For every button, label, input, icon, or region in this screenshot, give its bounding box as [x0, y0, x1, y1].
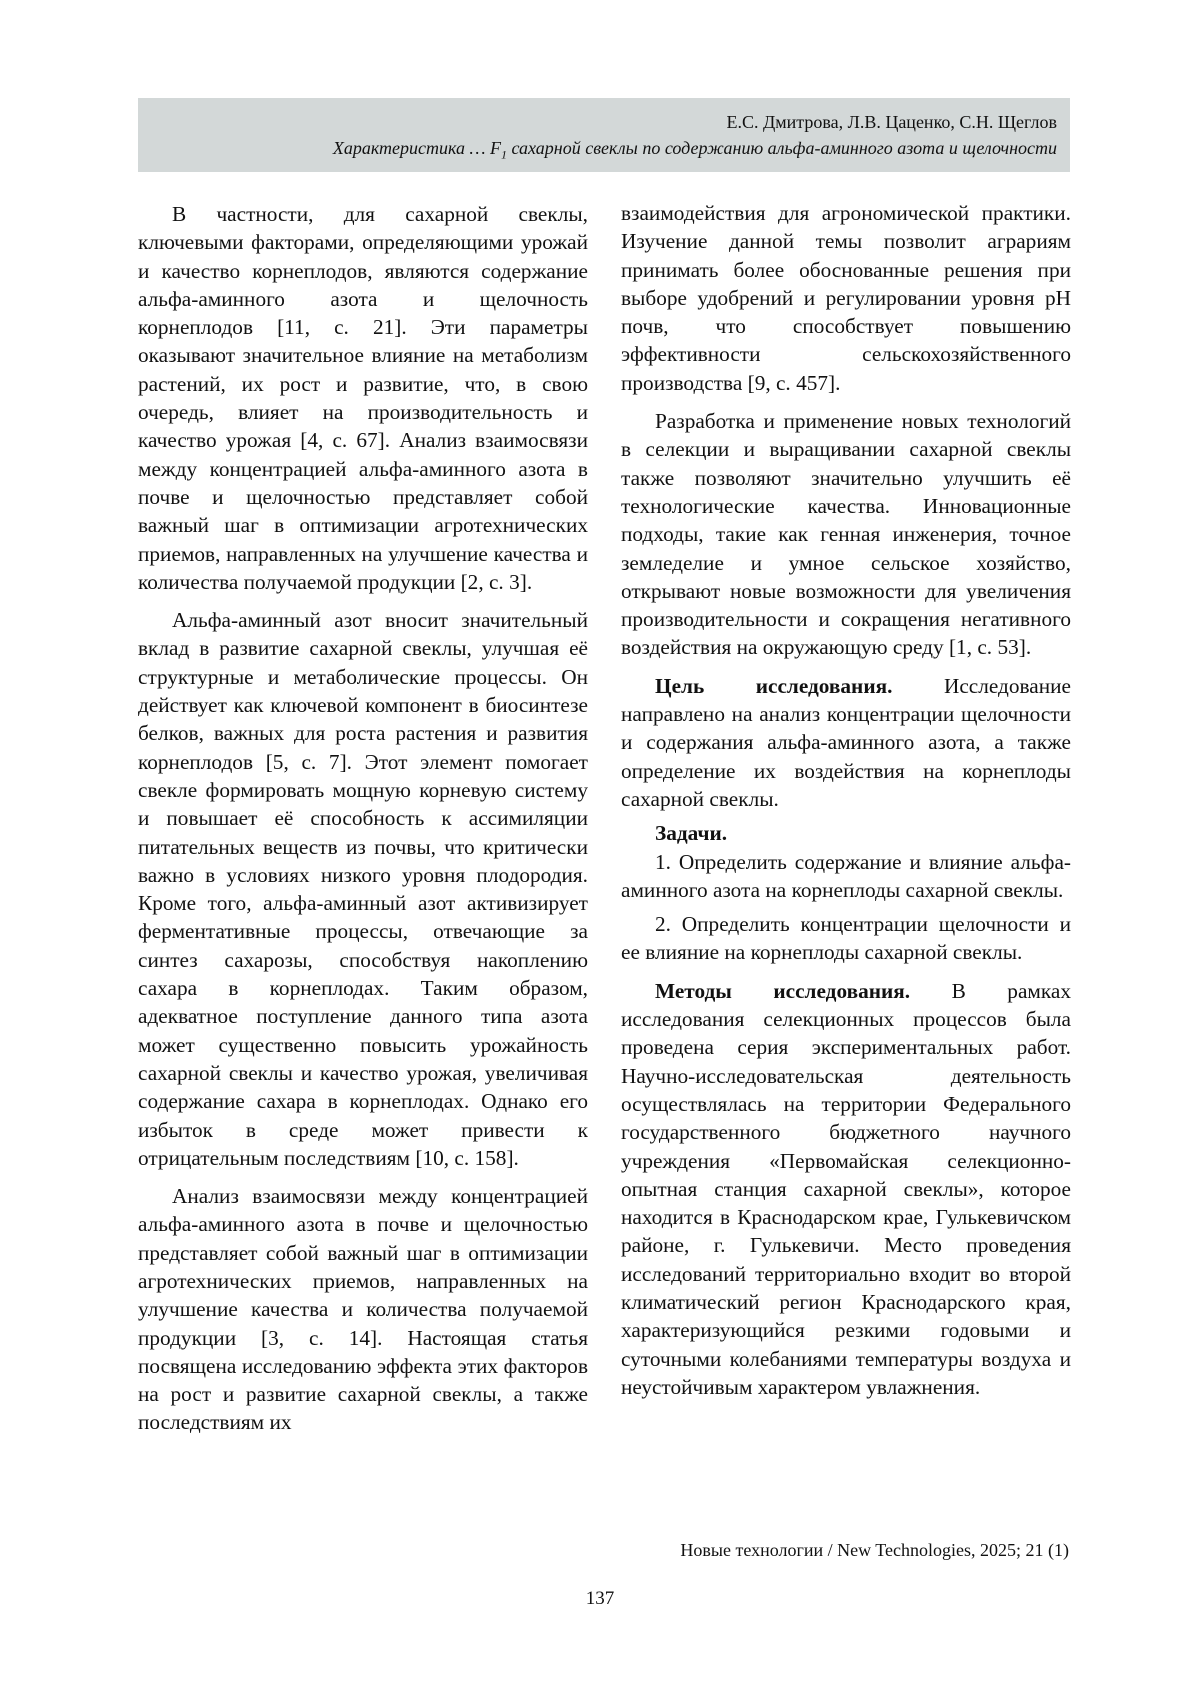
- task-item: 1. Определить содержание и влияние альфа-аминного азота на корнеплоды сахарной свеклы.: [621, 849, 1071, 902]
- right-column: [621, 199, 1071, 1401]
- header-authors: Е.С. Дмитрова, Л.В. Цаценко, С.Н. Щеглов: [726, 112, 1057, 132]
- running-header: [138, 98, 1070, 172]
- task-item: 2. Определить концентрации щелочности и ее влияние на корнеплоды сахарной свеклы.: [621, 912, 1071, 965]
- paragraph: В частности, для сахарной свеклы, ключевыми факторами, определяющими урожай и качество корнеплодов, являются содержание альфа-аминного азота и щелочность корнеплодов [11, с. 21]. Эти параметры оказывают значительное влияние на метаболизм растений, их рост и развитие, что, в свою очередь, влияет на производительность и качество урожая [4, с. 67]. Анализ взаимосвязи между концентрацией альфа-аминного азота в почве и щелочностью представляет собой важный шаг в оптимизации агротехнических приемов, направленных на улучшение качества и количества получаемой продукции [2, с. 3].: [138, 202, 588, 594]
- goal-paragraph: [621, 672, 1071, 813]
- paragraph: Анализ взаимосвязи между концентрацией альфа-аминного азота в почве и щелочностью представляет собой важный шаг в оптимизации агротехнических приемов, направленных на улучшение качества и количества получаемой продукции [3, с. 14]. Настоящая статья посвящена исследованию эффекта этих факторов на рост и развитие сахарной свеклы, а также последствиям их: [138, 1184, 588, 1435]
- goal-text: Исследование направлено на анализ концентрации щелочности и содержания альфа-аминного азота, а также определение их воздействия на корнеплоды сахарной свеклы.: [621, 673, 1071, 811]
- methods-label: Методы исследования.: [655, 978, 911, 1003]
- left-column: [138, 200, 588, 1437]
- header-article-title: [333, 136, 1057, 167]
- tasks-heading: [621, 819, 1071, 847]
- header-title-suffix: сахарной свеклы по содержанию альфа-аминного азота и щелочности: [507, 138, 1057, 158]
- paragraph: Альфа-аминный азот вносит значительный вклад в развитие сахарной свеклы, улучшая её структурные и метаболические процессы. Он действует как ключевой компонент в биосинтезе белков, важных для роста растения и развития корнеплодов [5, с. 7]. Этот элемент помогает свекле формировать мощную корневую систему и повышает её способность к ассимиляции питательных веществ из почвы, что критически важно в условиях низкого уровня плодородия. Кроме того, альфа-аминный азот активизирует ферментативные процессы, отвечающие за синтез сахарозы, способствуя накоплению сахара в корнеплодах. Таким образом, адекватное поступление данного типа азота может существенно повысить урожайность сахарной свеклы и качество урожая, увеличивая содержание сахара в корнеплодах. Однако его избыток в среде может привести к отрицательным последствиям [10, с. 158].: [138, 608, 588, 1170]
- header-title-subscript: 1: [501, 147, 508, 162]
- page-number: 137: [585, 1588, 615, 1609]
- goal-label: Цель исследования.: [655, 673, 893, 698]
- paragraph: Разработка и применение новых технологий в селекции и выращивании сахарной свеклы также позволяют значительно улучшить её технологические качества. Инновационные подходы, такие как генная инженерия, точное земледелие и умное сельское хозяйство, открывают новые возможности для увеличения производительности и сокращения негативного воздействия на окружающую среду [1, с. 53].: [621, 409, 1071, 660]
- methods-paragraph: [621, 977, 1071, 1401]
- paragraph: взаимодействия для агрономической практики. Изучение данной темы позволит аграриям принимать более обоснованные решения при выборе удобрений и регулировании уровня pH почв, что способствует повышению эффективности сельскохозяйственного производства [9, с. 457].: [621, 201, 1071, 395]
- tasks-label: Задачи.: [655, 821, 728, 846]
- methods-text: В рамках исследования селекционных процессов была проведена серия экспериментальных работ. Научно-исследовательская деятельность осуществлялась на территории Федерального государственного бюджетного научного учреждения «Первомайская селекционно-опытная станция сахарной свеклы», которое находится в Краснодарском крае, Гулькевичском районе, г. Гулькевичи. Место проведения исследований территориально входит во второй климатический регион Краснодарского края, характеризующийся резкими годовыми и суточными колебаниями температуры воздуха и неустойчивым характером увлажнения.: [621, 978, 1071, 1399]
- header-title-prefix: Характеристика … F: [332, 138, 502, 158]
- journal-footer: Новые технологии / New Technologies, 2025; 21 (1): [680, 1540, 1069, 1560]
